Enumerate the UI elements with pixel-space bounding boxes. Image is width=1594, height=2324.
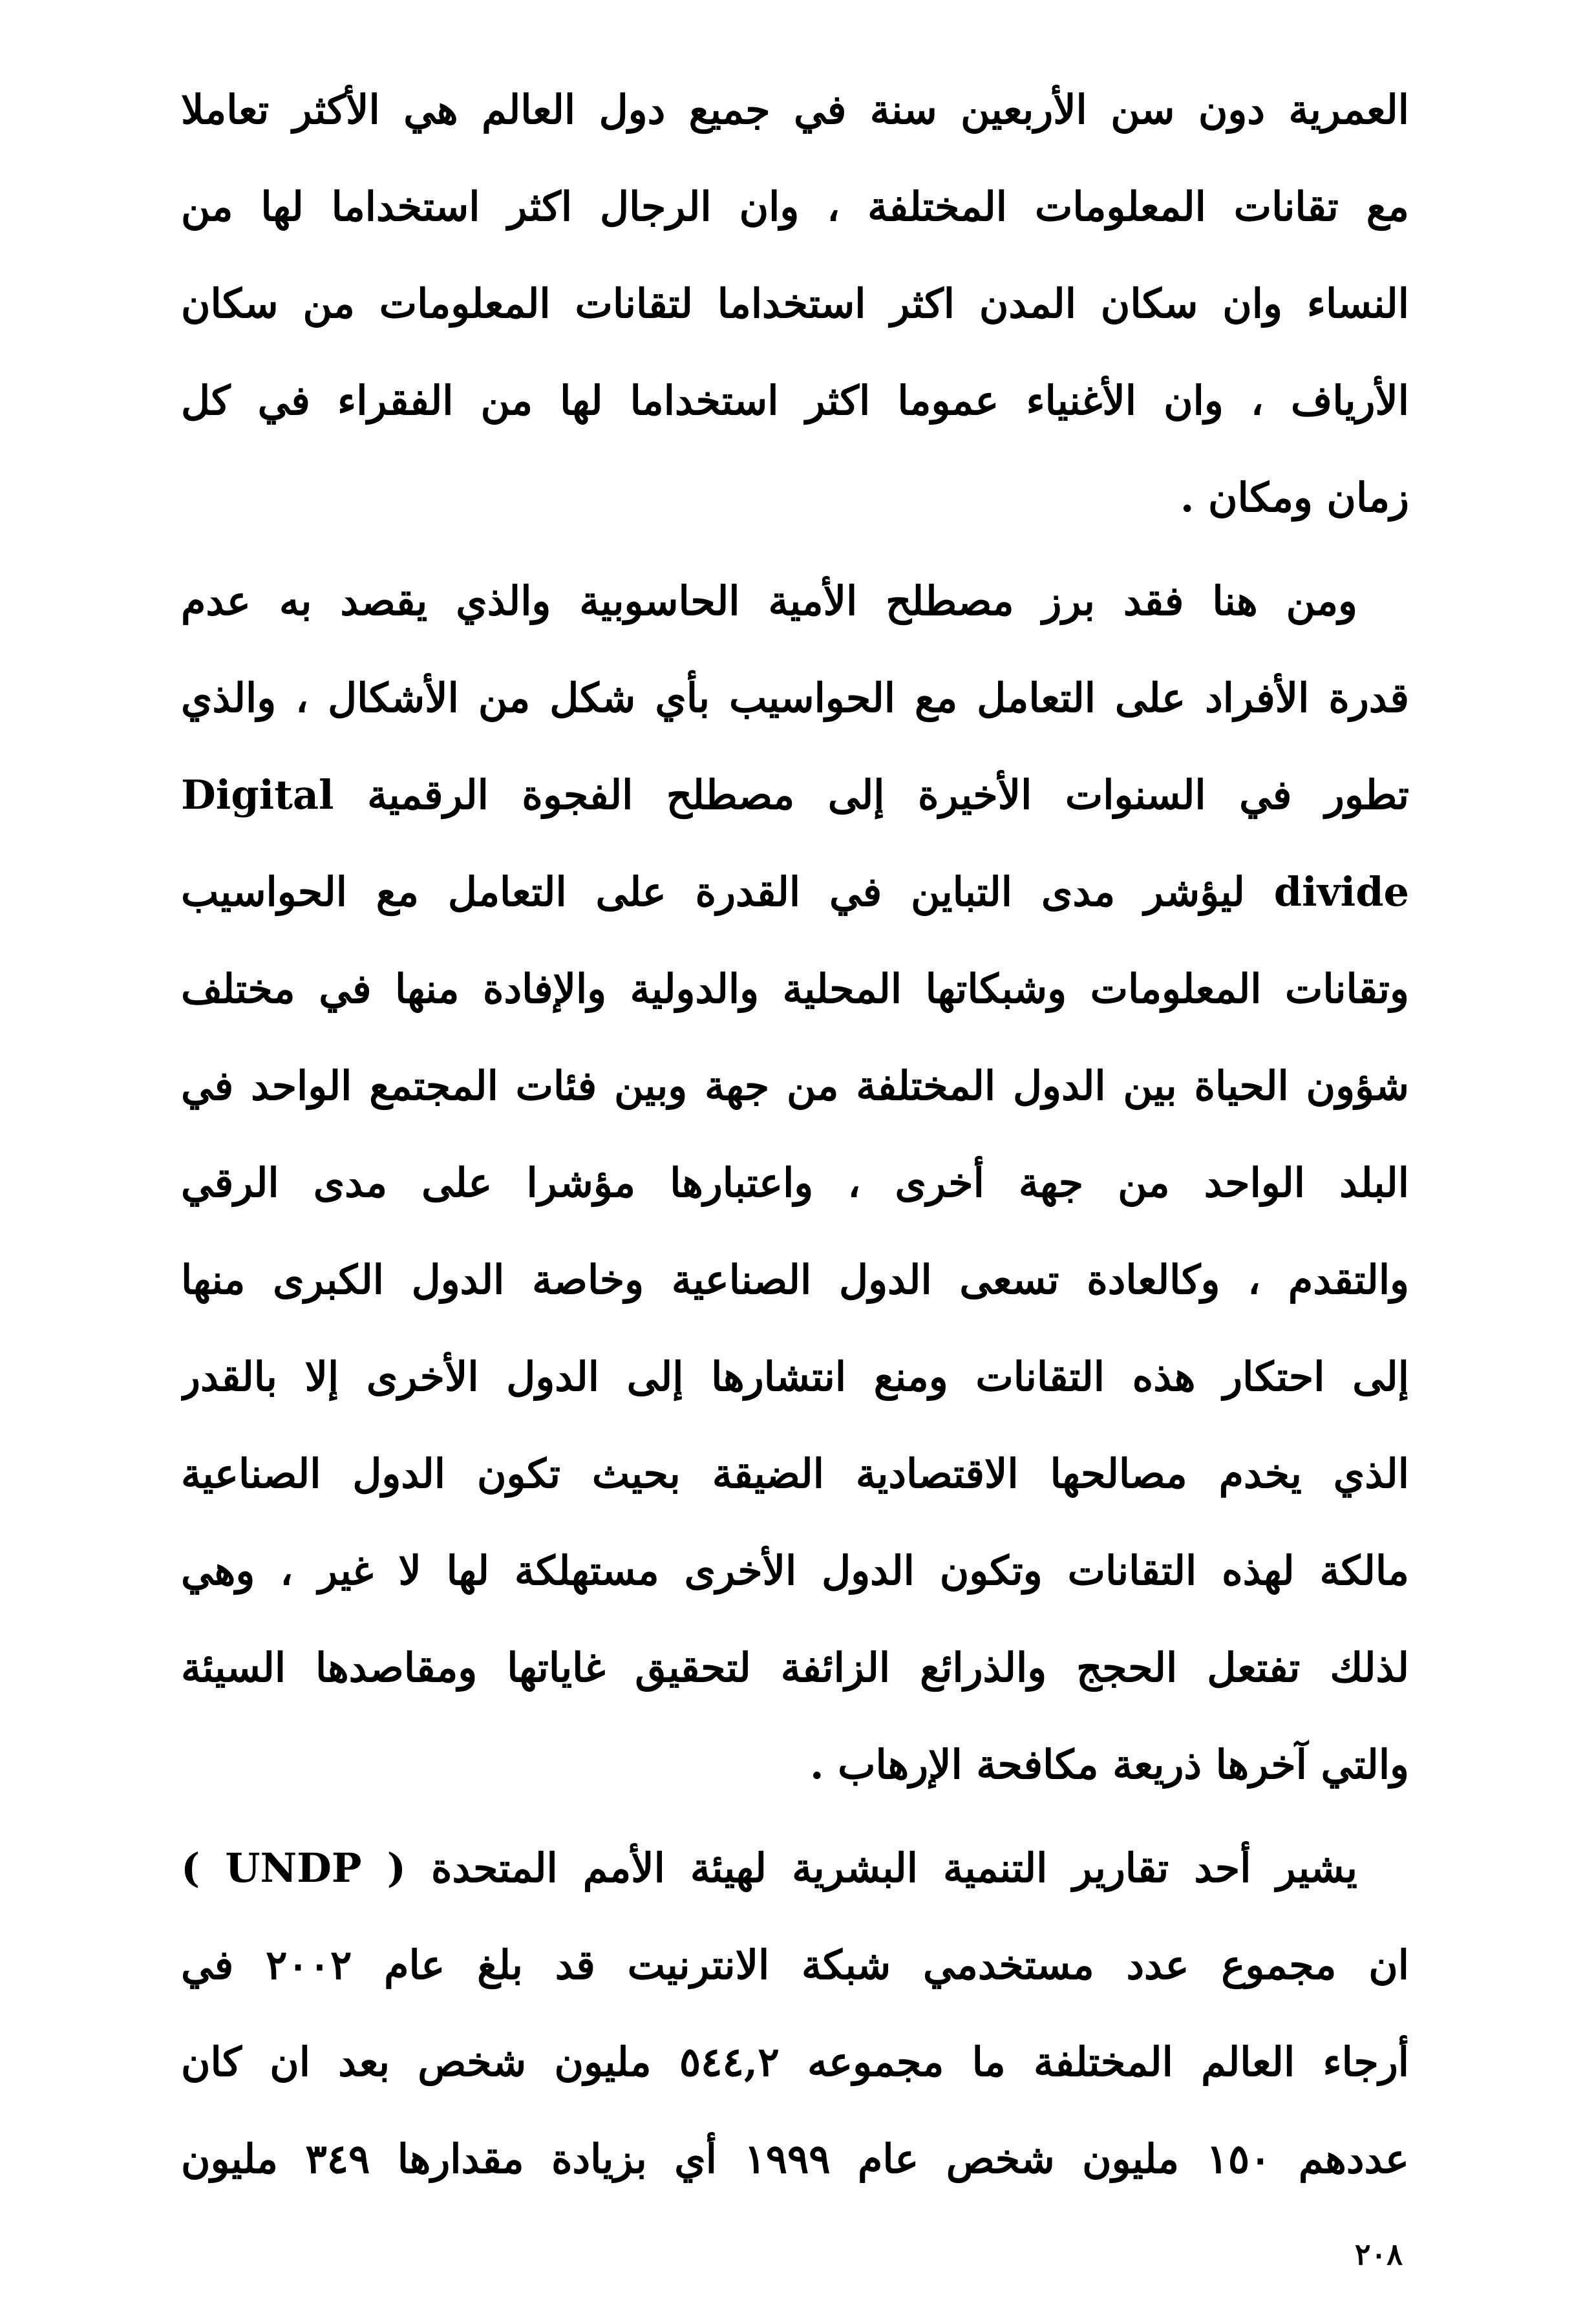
paragraph-1 [181, 61, 1409, 546]
text-line: شؤون الحياة بين الدول المختلفة من جهة وبين فئات المجتمع الواحد في [181, 1062, 1409, 1109]
text-line: مع تقانات المعلومات المختلفة ، وان الرجال اكثر استخداما لها من [181, 183, 1409, 230]
text-line: ومن هنا فقد برز مصطلح الأمية الحاسوبية والذي يقصد به عدم [181, 577, 1357, 624]
text-line: النساء وان سكان المدن اكثر استخداما لتقانات المعلومات من سكان [181, 280, 1409, 327]
text-line: divide ليؤشر مدى التباين في القدرة على التعامل مع الحواسيب [181, 868, 1409, 915]
text-line: أرجاء العالم المختلفة ما مجموعه ٥٤٤,٢ مليون شخص بعد ان كان [181, 2038, 1409, 2085]
text-line: وتقانات المعلومات وشبكاتها المحلية والدولية والإفادة منها في مختلف [181, 965, 1409, 1012]
text-line: زمان ومكان . [1180, 474, 1409, 521]
paragraph-gap [181, 1813, 1409, 1820]
paragraph-gap [181, 546, 1409, 553]
text-line: والتقدم ، وكالعادة تسعى الدول الصناعية وخاصة الدول الكبرى منها [181, 1256, 1409, 1303]
text-line: الذي يخدم مصالحها الاقتصادية الضيقة بحيث تكون الدول الصناعية [181, 1450, 1409, 1497]
body-text [181, 61, 1409, 2208]
paragraph-2 [181, 553, 1409, 1813]
text-line: الأرياف ، وان الأغنياء عموما اكثر استخداما لها من الفقراء في كل [181, 377, 1409, 424]
paragraph-3 [181, 1820, 1409, 2208]
text-line: لذلك تفتعل الحجج والذرائع الزائفة لتحقيق غاياتها ومقاصدها السيئة [181, 1644, 1409, 1691]
text-line: يشير أحد تقارير التنمية البشرية لهيئة الأمم المتحدة ( UNDP ) [181, 1844, 1357, 1892]
text-line: عددهم ١٥٠ مليون شخص عام ١٩٩٩ أي بزيادة مقدارها ٣٤٩ مليون [181, 2135, 1409, 2182]
text-line: قدرة الأفراد على التعامل مع الحواسيب بأي شكل من الأشكال ، والذي [181, 674, 1409, 721]
page-number: ٢٠٨ [1354, 2237, 1403, 2272]
text-line: إلى احتكار هذه التقانات ومنع انتشارها إلى الدول الأخرى إلا بالقدر [181, 1353, 1409, 1400]
text-line: ان مجموع عدد مستخدمي شبكة الانترنيت قد بلغ عام ٢٠٠٢ في [181, 1941, 1409, 1988]
text-line: العمرية دون سن الأربعين سنة في جميع دول العالم هي الأكثر تعاملا [181, 86, 1409, 133]
text-line: البلد الواحد من جهة أخرى ، واعتبارها مؤشرا على مدى الرقي [181, 1159, 1409, 1206]
text-line: تطور في السنوات الأخيرة إلى مصطلح الفجوة الرقمية Digital [181, 771, 1409, 818]
text-line: مالكة لهذه التقانات وتكون الدول الأخرى مستهلكة لها لا غير ، وهي [181, 1547, 1409, 1594]
text-line: والتي آخرها ذريعة مكافحة الإرهاب . [810, 1741, 1409, 1788]
